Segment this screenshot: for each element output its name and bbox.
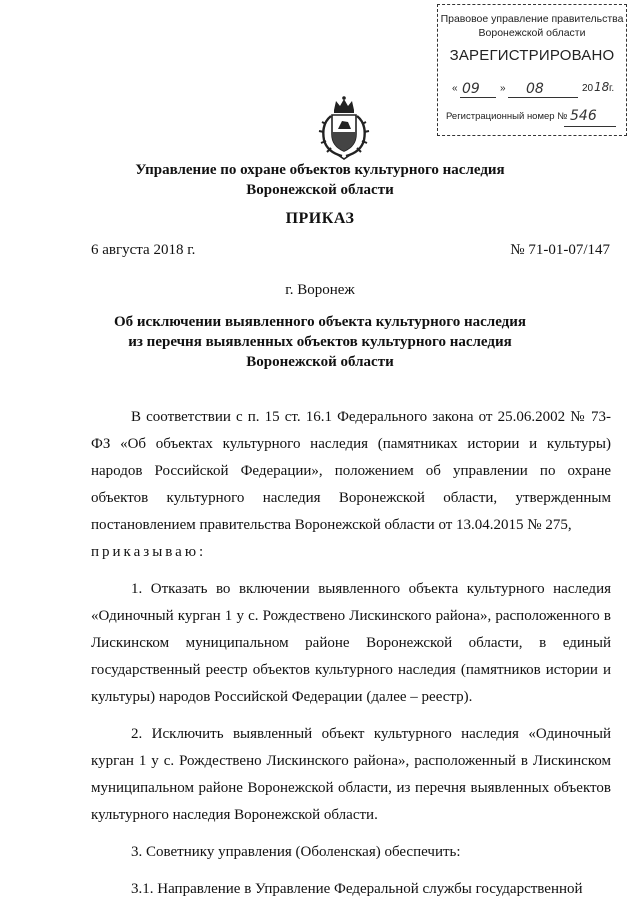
document-body bbox=[91, 404, 611, 913]
order-number: № 71-01-07/147 bbox=[510, 242, 610, 258]
stamp-year-suffix: г. bbox=[609, 83, 615, 94]
order-word: приказываю: bbox=[91, 544, 207, 560]
item-3-paragraph: 3. Советнику управления (Оболенская) обеспечить: bbox=[131, 844, 461, 860]
stamp-reg-number bbox=[446, 108, 622, 131]
stamp-status: ЗАРЕГИСТРИРОВАНО bbox=[449, 47, 615, 64]
stamp-reg-value: 546 bbox=[570, 108, 597, 124]
item-1-paragraph: 1. Отказать во включении выявленного объекта культурного наследия «Одиночный курган 1 у с. Рождествено Лискинского района», расположенного в Лискинском муниципальном районе Воронежской области, в единый государственный реестр объектов культурного наследия (памятников истории и культуры) народов Российской Федерации (далее – реестр). bbox=[91, 581, 611, 705]
document-type: ПРИКАЗ bbox=[285, 210, 355, 227]
subject-line1: Об исключении выявленного объекта культурного наследия bbox=[113, 314, 526, 330]
agency-name bbox=[0, 160, 640, 200]
stamp-org-line1: Правовое управление правительства bbox=[440, 13, 624, 25]
stamp-organization bbox=[438, 12, 626, 40]
agency-line1: Управление по охране объектов культурного наследия bbox=[135, 162, 505, 178]
order-date: 6 августа 2018 г. bbox=[91, 242, 196, 258]
item-2-paragraph: 2. Исключить выявленный объект культурного наследия «Одиночный курган 1 у с. Рождествено Лискинского района», расположенный в Лискинском муниципальном районе Воронежской области, из перечня выявленных объектов культурного наследия Воронежской области. bbox=[91, 726, 611, 823]
agency-line2: Воронежской области bbox=[246, 182, 394, 198]
stamp-date: « 09 » 08 20 18 г. bbox=[452, 80, 615, 97]
subject-line3: Воронежской области bbox=[246, 354, 394, 370]
preamble-paragraph: В соответствии с п. 15 ст. 16.1 Федерального закона от 25.06.2002 № 73-ФЗ «Об объектах культурного наследия (памятниках истории и культуры) народов Российской Федерации», положением об управлении по охране объектов культурного наследия Воронежской области, утвержденным постановлением правительства Воронежской области от 13.04.2015 № 275, bbox=[91, 409, 611, 533]
stamp-year: 18 bbox=[594, 80, 610, 94]
stamp-day: 09 bbox=[462, 81, 480, 97]
stamp-year-prefix: 20 bbox=[582, 83, 594, 94]
stamp-reg-label: Регистрационный номер № bbox=[446, 111, 568, 122]
item-3-1-paragraph: 3.1. Направление в Управление Федеральной службы государственной bbox=[131, 881, 583, 897]
order-city: г. Воронеж bbox=[285, 282, 355, 298]
registration-stamp bbox=[437, 4, 627, 136]
coat-of-arms-icon bbox=[318, 96, 370, 160]
subject-line2: из перечня выявленных объектов культурного наследия bbox=[128, 334, 512, 350]
stamp-month: 08 bbox=[526, 81, 544, 97]
stamp-org-line2: Воронежской области bbox=[478, 27, 586, 39]
order-subject bbox=[0, 312, 640, 372]
